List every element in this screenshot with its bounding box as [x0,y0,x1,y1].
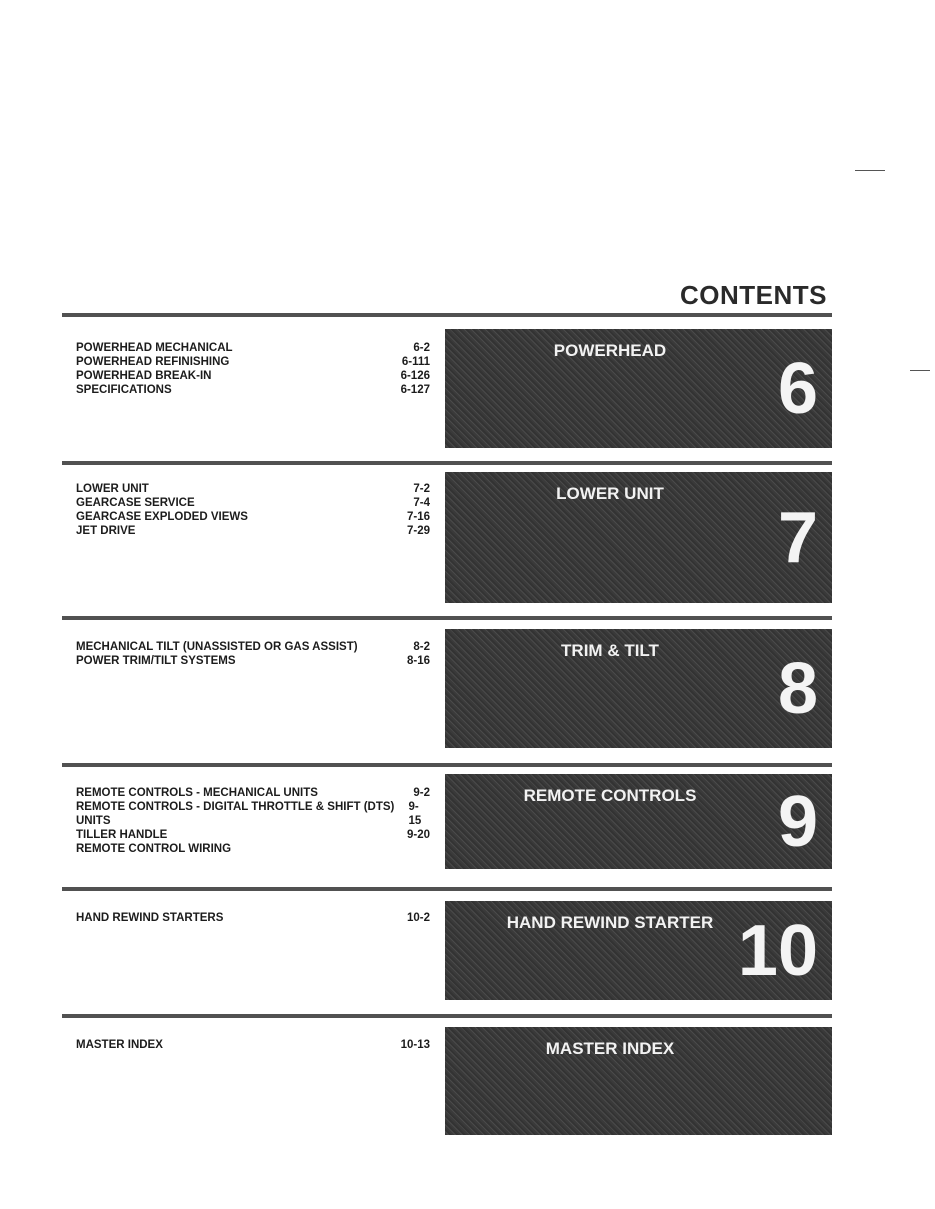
chapter-number: 9 [777,781,818,862]
toc-entry[interactable] [76,369,430,383]
toc-entry[interactable] [76,524,430,538]
toc-entries [76,482,430,538]
toc-entry-label: POWERHEAD BREAK-IN [76,370,212,382]
chapter-title: TRIM & TILT [561,641,659,660]
section-divider [62,616,832,620]
chapter-title: HAND REWIND STARTER [506,913,714,932]
toc-entry-page: 7-16 [406,511,430,523]
toc-entry[interactable] [76,842,430,856]
toc-entry-label: REMOTE CONTROLS - DIGITAL THROTTLE & SHIFT (DTS) UNITS [76,801,395,827]
toc-entries [76,1038,430,1052]
toc-entry-label: POWER TRIM/TILT SYSTEMS [76,655,236,667]
chapter-number: 6 [777,348,818,429]
toc-entry[interactable] [76,640,430,654]
toc-entry[interactable] [76,1038,430,1052]
chapter-number: 7 [777,497,818,578]
toc-entry-page: 9-15 [408,801,422,827]
toc-entry-page: 6-2 [413,342,430,354]
toc-entry-page: 6-126 [400,370,430,382]
toc-entry[interactable] [76,800,430,828]
toc-entries [76,640,430,668]
section-divider [62,461,832,465]
chapter-tab[interactable] [445,329,832,448]
toc-entry-label: MASTER INDEX [76,1039,163,1051]
chapter-number: 8 [777,648,818,729]
chapter-tab[interactable] [445,1027,832,1135]
toc-entry-page: 6-111 [401,356,430,368]
section-divider [62,313,832,317]
toc-entry-page: 7-2 [413,483,430,495]
scan-mark [910,370,930,371]
toc-entry-label: TILLER HANDLE [76,829,168,841]
chapter-title: MASTER INDEX [545,1039,675,1058]
toc-entry-label: HAND REWIND STARTERS [76,912,224,924]
toc-entries [76,341,430,397]
toc-entry-page: 10-2 [406,912,430,924]
chapter-tab[interactable] [445,901,832,1000]
chapter-tab[interactable] [445,472,832,603]
toc-entry[interactable] [76,341,430,355]
toc-entry-label: GEARCASE SERVICE [76,497,195,509]
toc-entry[interactable] [76,654,430,668]
toc-entry[interactable] [76,355,430,369]
toc-entry-page: 10-13 [400,1039,430,1051]
page-title: CONTENTS [680,280,827,310]
toc-entries [76,911,430,925]
toc-entry-label: LOWER UNIT [76,483,149,495]
toc-entry-label: POWERHEAD REFINISHING [76,356,230,368]
section-divider [62,1014,832,1018]
toc-entry-label: MECHANICAL TILT (UNASSISTED OR GAS ASSIST) [76,641,358,653]
toc-entry-page: 9-20 [406,829,430,841]
section-divider [62,763,832,767]
chapter-title: LOWER UNIT [556,484,664,503]
chapter-tab[interactable] [445,774,832,869]
toc-entry-label: JET DRIVE [76,525,136,537]
toc-entry-label: GEARCASE EXPLODED VIEWS [76,511,248,523]
section-divider [62,887,832,891]
toc-entry[interactable] [76,786,430,800]
toc-entry-label: SPECIFICATIONS [76,384,172,396]
chapter-tab[interactable] [445,629,832,748]
toc-entry[interactable] [76,482,430,496]
toc-entry-page: 8-16 [406,655,430,667]
toc-entry-label: POWERHEAD MECHANICAL [76,342,233,354]
toc-entry-label: REMOTE CONTROL WIRING [76,843,232,855]
toc-entry[interactable] [76,496,430,510]
toc-entry[interactable] [76,510,430,524]
toc-entry[interactable] [76,911,430,925]
toc-entry-page: 7-29 [406,525,430,537]
chapter-number: 10 [737,910,818,991]
toc-entry-page: 6-127 [400,384,430,396]
scan-mark [855,170,885,171]
toc-entry-page: 8-2 [413,641,430,653]
toc-entry-label: REMOTE CONTROLS - MECHANICAL UNITS [76,787,318,799]
chapter-title: POWERHEAD [553,341,667,360]
toc-entry[interactable] [76,828,430,842]
toc-entries [76,786,430,856]
chapter-title: REMOTE CONTROLS [523,786,697,805]
toc-entry-page: 9-2 [413,787,430,799]
toc-entry-page: 7-4 [413,497,430,509]
toc-entry[interactable] [76,383,430,397]
